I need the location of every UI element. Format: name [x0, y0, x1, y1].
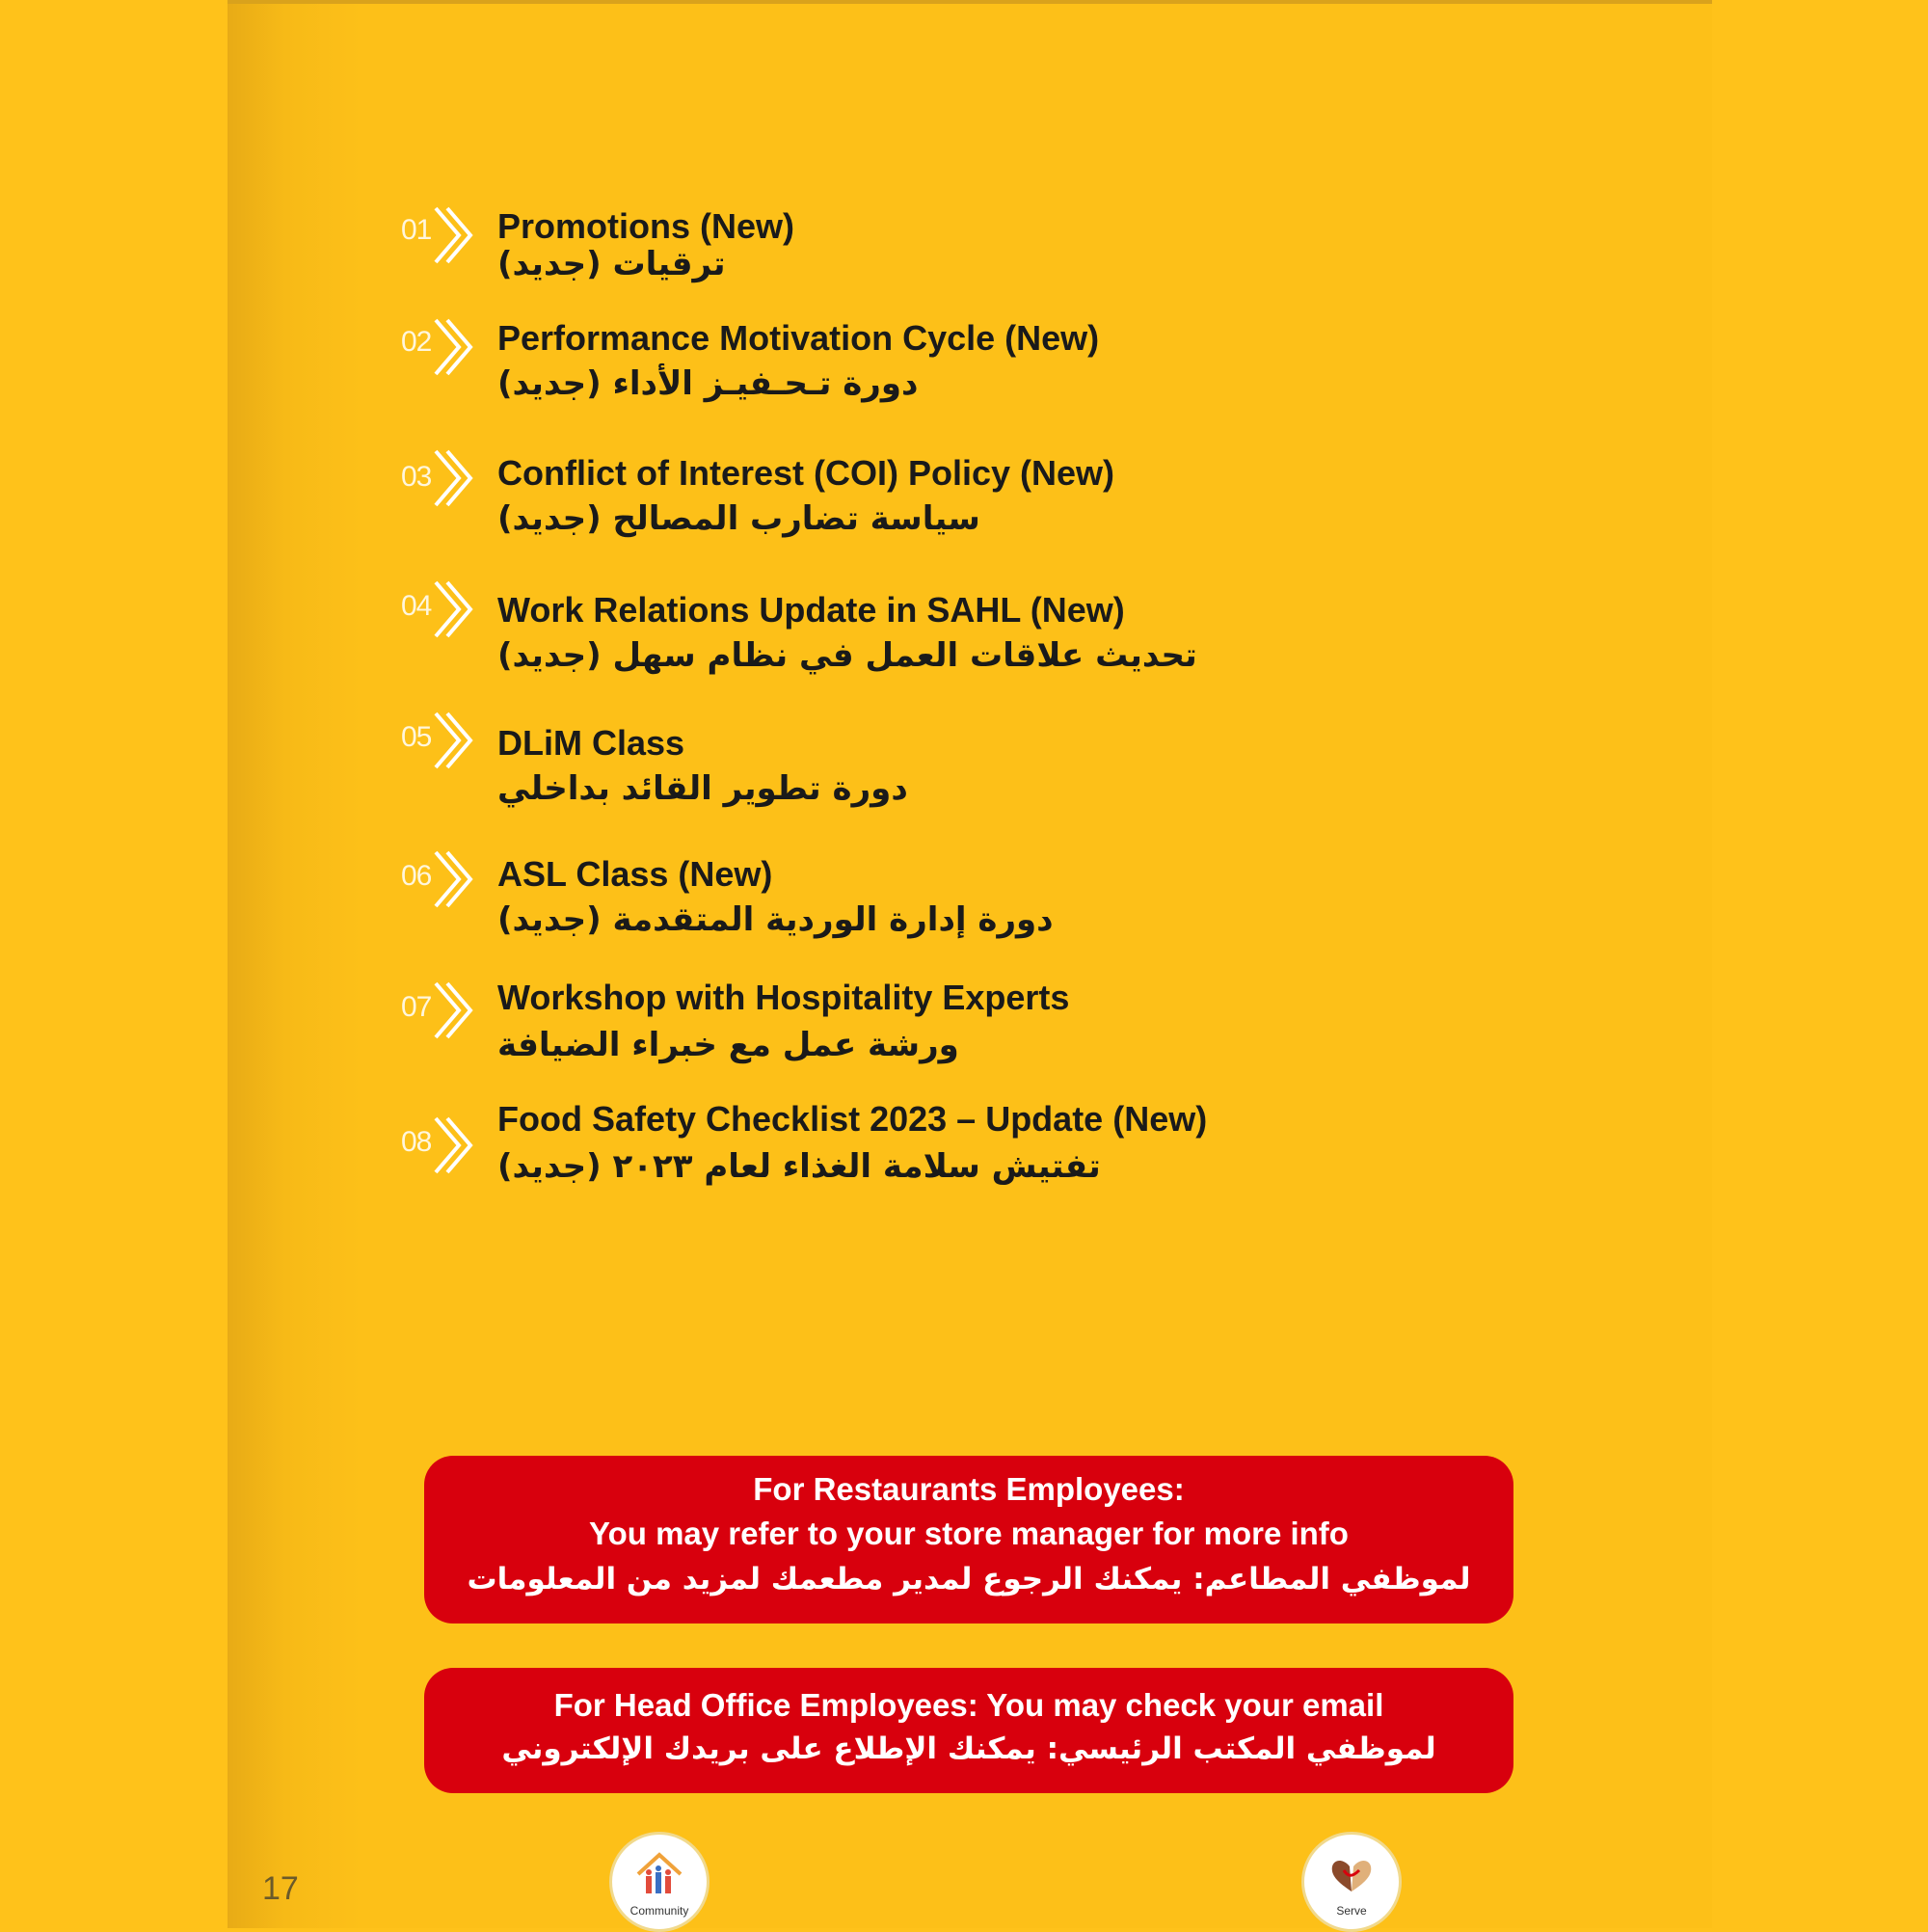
community-badge [609, 1832, 710, 1932]
restaurant-employees-notice [424, 1456, 1513, 1623]
item-title-en: Promotions (New) [497, 206, 795, 246]
item-title-ar: سياسة تضارب المصالح (جديد) [497, 499, 980, 538]
chevron-right-icon [430, 708, 497, 785]
item-number: 05 [401, 721, 432, 753]
item-title-en: DLiM Class [497, 723, 685, 763]
page-number: 17 [262, 1870, 299, 1907]
item-title-ar: تفتيش سلامة الغذاء لعام ٢٠٢٣ (جديد) [497, 1147, 1101, 1186]
chevron-right-icon [430, 978, 497, 1055]
item-number: 06 [401, 860, 432, 892]
badge-label: Community [629, 1904, 689, 1918]
item-title-ar: ورشة عمل مع خبراء الضيافة [497, 1026, 959, 1064]
item-title-en: Food Safety Checklist 2023 – Update (New) [497, 1099, 1208, 1139]
item-title-ar: ترقيات (جديد) [497, 245, 726, 283]
item-title-en: Performance Motivation Cycle (New) [497, 318, 1100, 358]
serve-badge [1301, 1832, 1402, 1932]
chevron-right-icon [430, 1113, 497, 1190]
chevron-right-icon [430, 846, 497, 924]
item-title-en: Work Relations Update in SAHL (New) [497, 590, 1125, 630]
chevron-right-icon [430, 445, 497, 523]
item-number: 07 [401, 991, 432, 1023]
chevron-right-icon [430, 202, 497, 280]
item-title-ar: تحديث علاقات العمل في نظام سهل (جديد) [497, 636, 1197, 675]
item-title-en: Workshop with Hospitality Experts [497, 978, 1070, 1017]
chevron-right-icon [430, 314, 497, 391]
item-title-ar: دورة تـحـفيـز الأداء (جديد) [497, 364, 919, 403]
item-title-ar: دورة تطوير القائد بداخلي [497, 769, 908, 808]
item-number: 01 [401, 214, 432, 246]
notice-text-ar: لموظفي المكتب الرئيسي: يمكنك الإطلاع على بريدك الإلكتروني [501, 1731, 1436, 1766]
badge-label: Serve [1336, 1904, 1367, 1918]
item-title-en: ASL Class (New) [497, 854, 773, 894]
notice-heading: For Restaurants Employees: [753, 1471, 1185, 1507]
topic-list [228, 4, 1712, 1928]
item-title-ar: دورة إدارة الوردية المتقدمة (جديد) [497, 900, 1054, 939]
item-number: 04 [401, 590, 432, 622]
item-number: 08 [401, 1126, 432, 1158]
booklet-page [228, 0, 1712, 1928]
notice-text-ar: لموظفي المطاعم: يمكنك الرجوع لمدير مطعمك لمزيد من المعلومات [467, 1562, 1471, 1597]
chevron-right-icon [430, 577, 497, 654]
item-number: 03 [401, 461, 432, 493]
notice-text-en: You may refer to your store manager for more info [589, 1516, 1349, 1551]
notice-text-en: For Head Office Employees: You may check your email [553, 1687, 1384, 1723]
item-title-en: Conflict of Interest (COI) Policy (New) [497, 453, 1115, 493]
head-office-notice [424, 1668, 1513, 1793]
item-number: 02 [401, 326, 432, 358]
